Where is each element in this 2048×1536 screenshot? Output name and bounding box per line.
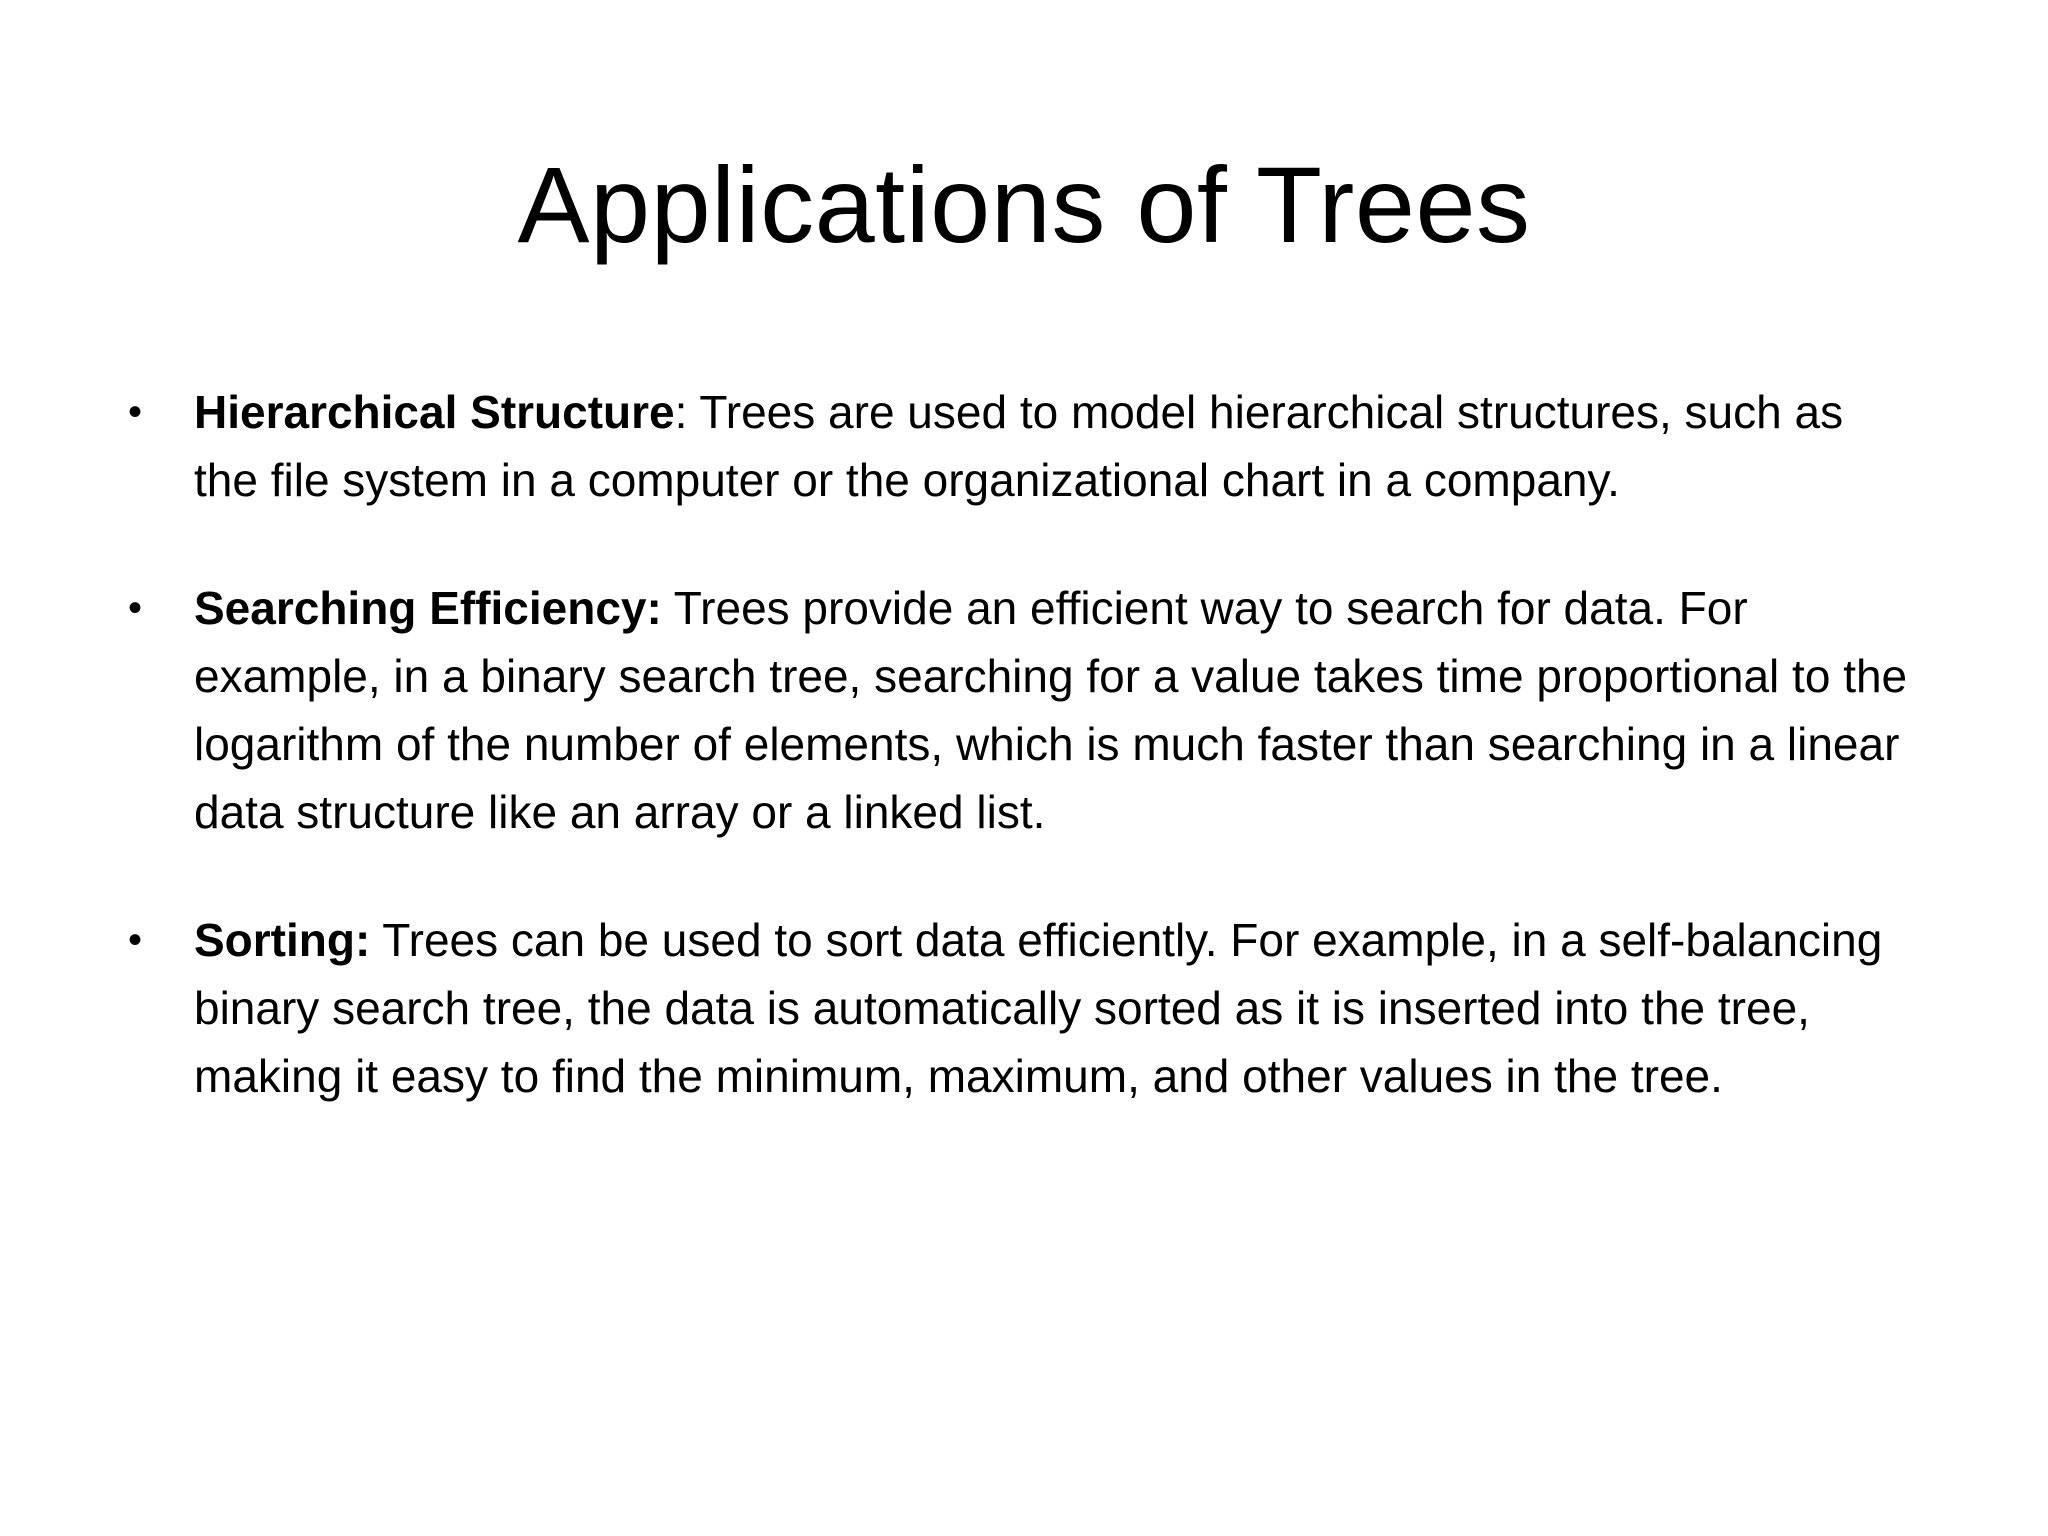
- bullet-dot-icon: •: [128, 918, 143, 962]
- bullet-item-searching-efficiency: [128, 574, 1918, 846]
- bullet-term: Searching Efficiency:: [194, 582, 662, 634]
- bullet-dot-icon: •: [128, 390, 143, 434]
- bullet-text: : Trees are used to model hierarchical structures, such as the file system in a computer or the organizational chart in a company.: [194, 386, 1844, 506]
- bullet-item-hierarchical-structure: [128, 378, 1918, 514]
- bullet-item-sorting: [128, 906, 1918, 1110]
- slide-title: Applications of Trees: [517, 144, 1531, 265]
- bullet-list: [128, 378, 1918, 1170]
- bullet-term: Sorting:: [194, 914, 371, 966]
- bullet-text: Trees provide an efficient way to search for data. For example, in a binary search tree, searching for a value takes time proportional to the logarithm of the number of elements, which is much faster than searching in a linear data structure like an array or a linked list.: [194, 582, 1908, 838]
- bullet-dot-icon: •: [128, 586, 143, 630]
- bullet-text: Trees can be used to sort data efficiently. For example, in a self-balancing binary search tree, the data is automatically sorted as it is inserted into the tree, making it easy to find the minimum, maximum, and other values in the tree.: [194, 914, 1883, 1102]
- bullet-term: Hierarchical Structure: [194, 386, 675, 438]
